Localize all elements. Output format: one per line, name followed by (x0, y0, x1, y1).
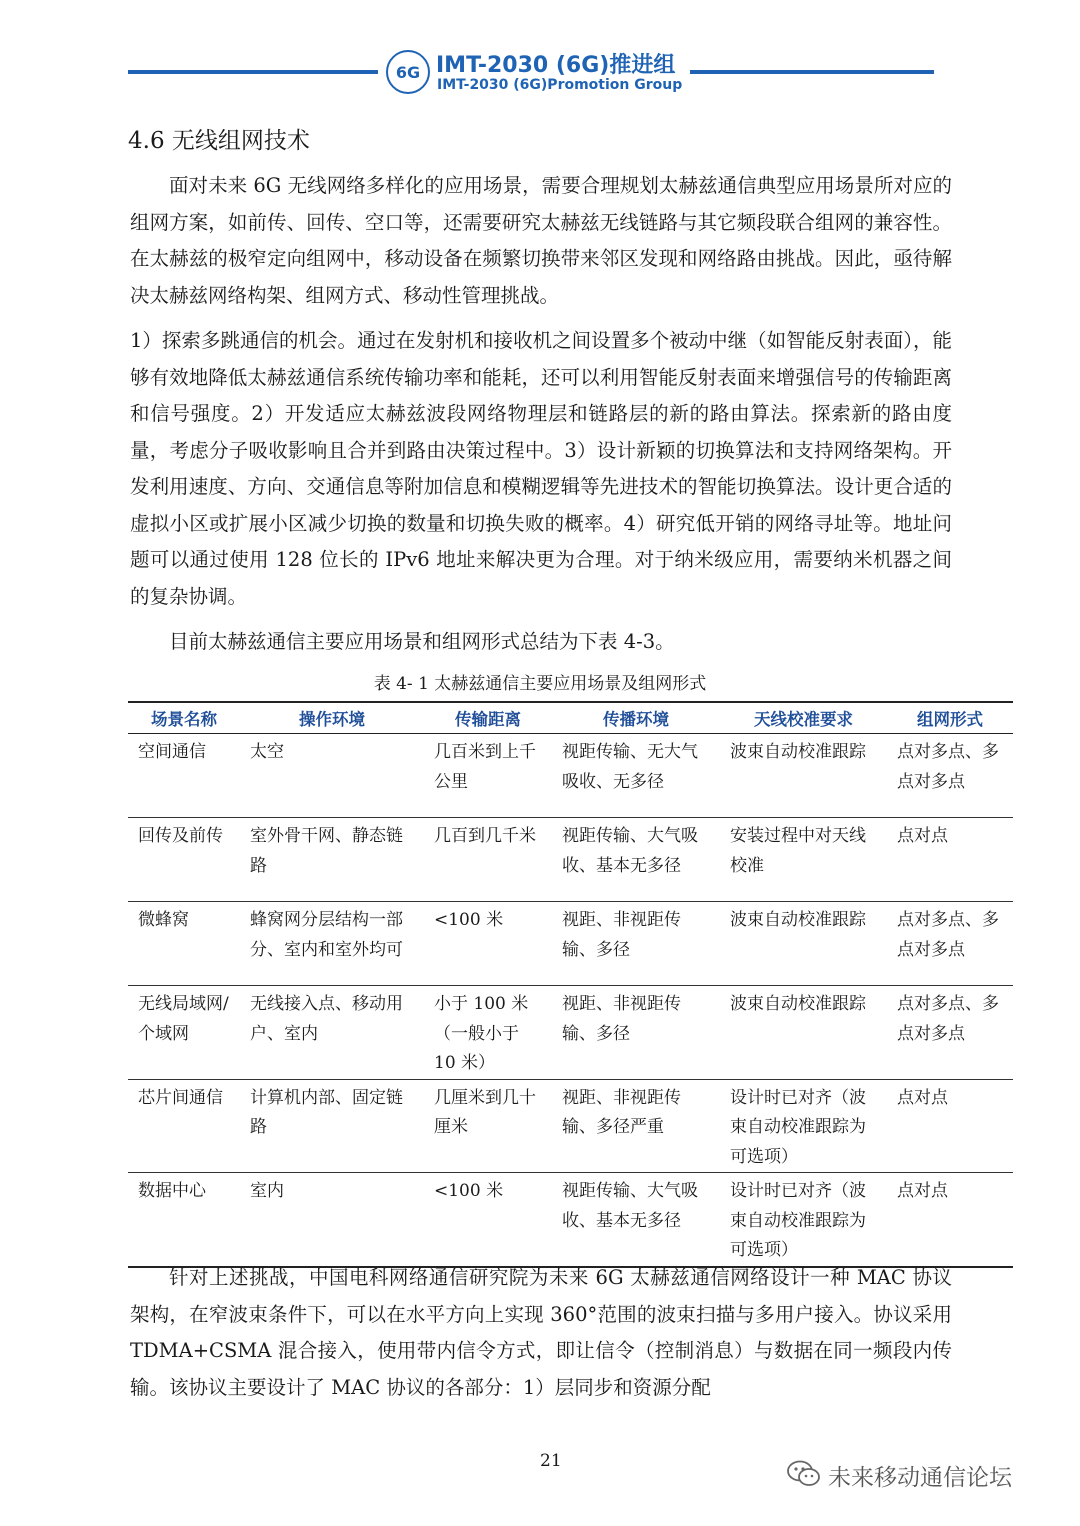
table-cell: <100 米 (424, 902, 552, 986)
table-cell: 室内 (240, 1173, 424, 1267)
table-cell: 波束自动校准跟踪 (720, 986, 887, 1080)
table-cell: 回传及前传 (128, 818, 240, 902)
table-cell: 视距传输、无大气吸收、无多径 (552, 734, 720, 818)
table-cell: 几厘米到几十厘米 (424, 1079, 552, 1173)
header-cell: 天线校准要求 (720, 702, 887, 734)
table-cell: 视距、非视距传输、多径 (552, 902, 720, 986)
table-cell: 点对点 (887, 1173, 1013, 1267)
header-cell: 传输距离 (424, 702, 552, 734)
table-row (128, 818, 1013, 902)
table-cell: 太空 (240, 734, 424, 818)
table-cell: 设计时已对齐（波束自动校准跟踪为可选项） (720, 1173, 887, 1267)
table-cell: 蜂窝网分层结构一部分、室内和室外均可 (240, 902, 424, 986)
table-cell: 芯片间通信 (128, 1079, 240, 1173)
table-row (128, 1079, 1013, 1173)
table-row (128, 986, 1013, 1080)
paragraph-mac: 针对上述挑战，中国电科网络通信研究院为未来 6G 太赫兹通信网络设计一种 MAC 协议架构，在窄波束条件下，可以在水平方向上实现 360°范围的波束扫描与多用户接入。协议采用 TDMA+CSMA 混合接入，使用带内信令方式，即让信令（控制消息）与数据在同一频段内传输。该协议主要设计了 MAC 协议的各部分：1）层同步和资源分配 (130, 1266, 952, 1399)
scenario-table (128, 701, 1013, 1268)
table-cell: 几百米到上千公里 (424, 734, 552, 818)
table-header-row (128, 702, 1013, 734)
header-subtitle: IMT-2030 (6G)Promotion Group (437, 77, 683, 93)
section-title: 4.6 无线组网技术 (128, 128, 310, 154)
header-cell: 传播环境 (552, 702, 720, 734)
paragraph-intro: 面对未来 6G 无线网络多样化的应用场景，需要合理规划太赫兹通信典型应用场景所对应的组网方案，如前传、回传、空口等，还需要研究太赫兹无线链路与其它频段联合组网的兼容性。在太赫兹的极窄定向组网中，移动设备在频繁切换带来邻区发现和网络路由挑战。因此，亟待解决太赫兹网络构架、组网方式、移动性管理挑战。 (130, 174, 952, 307)
table-caption: 表 4- 1 太赫兹通信主要应用场景及组网形式 (373, 674, 707, 694)
table-row (128, 734, 1013, 818)
table-cell: 点对多点、多点对多点 (887, 902, 1013, 986)
table-cell: 空间通信 (128, 734, 240, 818)
table-cell: 波束自动校准跟踪 (720, 734, 887, 818)
table-cell: <100 米 (424, 1173, 552, 1267)
table-cell: 设计时已对齐（波束自动校准跟踪为可选项） (720, 1079, 887, 1173)
page-number: 21 (540, 1451, 562, 1471)
table-cell: 安装过程中对天线校准 (720, 818, 887, 902)
table-cell: 点对多点、多点对多点 (887, 986, 1013, 1080)
header-cell: 组网形式 (887, 702, 1013, 734)
header-cell: 场景名称 (128, 702, 240, 734)
header-rule-left (128, 70, 378, 74)
table-cell: 视距、非视距传输、多径严重 (552, 1079, 720, 1173)
header-cell: 操作环境 (240, 702, 424, 734)
table-cell: 室外骨干网、静态链路 (240, 818, 424, 902)
header-title: IMT-2030 (6G)推进组 (436, 53, 676, 78)
table-cell: 点对点 (887, 818, 1013, 902)
table-cell: 点对多点、多点对多点 (887, 734, 1013, 818)
table-cell: 无线局域网/个域网 (128, 986, 240, 1080)
table-cell: 计算机内部、固定链路 (240, 1079, 424, 1173)
table-cell: 微蜂窝 (128, 902, 240, 986)
table-cell: 波束自动校准跟踪 (720, 902, 887, 986)
paragraph-table-ref: 目前太赫兹通信主要应用场景和组网形式总结为下表 4-3。 (169, 630, 675, 653)
logo-6g-icon: 6G (386, 50, 430, 94)
table-cell: 视距传输、大气吸收、基本无多径 (552, 1173, 720, 1267)
paragraph-list: 1）探索多跳通信的机会。通过在发射机和接收机之间设置多个被动中继（如智能反射表面），能够有效地降低太赫兹通信系统传输功率和能耗，还可以利用智能反射表面来增强信号的传输距离和信号强度。2）开发适应太赫兹波段网络物理层和链路层的新的路由算法。探索新的路由度量，考虑分子吸收影响且合并到路由决策过程中。3）设计新颖的切换算法和支持网络架构。开发利用速度、方向、交通信息等附加信息和模糊逻辑等先进技术的智能切换算法。设计更合适的虚拟小区或扩展小区减少切换的数量和切换失败的概率。4）研究低开销的网络寻址等。地址问题可以通过使用 128 位长的 IPv6 地址来解决更为合理。对于纳米级应用，需要纳米机器之间的复杂协调。 (130, 329, 952, 608)
table-cell: 小于 100 米（一般小于 10 米） (424, 986, 552, 1080)
header-rule-right (690, 70, 934, 74)
wechat-icon (786, 1460, 822, 1488)
table-cell: 几百到几千米 (424, 818, 552, 902)
table-cell: 视距传输、大气吸收、基本无多径 (552, 818, 720, 902)
table-cell: 视距、非视距传输、多径 (552, 986, 720, 1080)
table-cell: 点对点 (887, 1079, 1013, 1173)
table-cell: 无线接入点、移动用户、室内 (240, 986, 424, 1080)
table-cell: 数据中心 (128, 1173, 240, 1267)
table-row (128, 1173, 1013, 1267)
table-row (128, 902, 1013, 986)
watermark-text: 未来移动通信论坛 (828, 1465, 1012, 1491)
